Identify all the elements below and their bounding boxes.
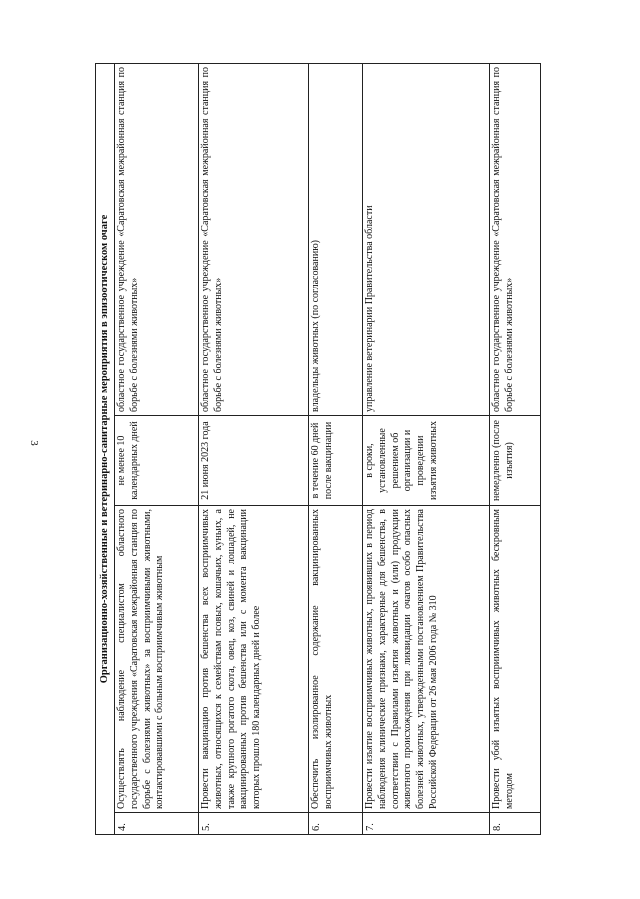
section-title: Организационно-хозяйственные и ветеринарно-санитарные мероприятия в эпизоотическом очаге	[96, 63, 115, 834]
measure-term: 21 июня 2023 года	[199, 416, 309, 506]
section-header-row	[96, 63, 115, 834]
measure-responsible: владельцы животных (по согласованию)	[309, 63, 363, 415]
measure-term: немедленно (после изъятия)	[490, 416, 541, 506]
measure-description: Осуществлять наблюдение специалистом областного государственного учреждения «Саратовская межрайонная станция по борьбе с болезнями животных» за восприимчивыми животными, контактировавшими с больным восприимчивым животным	[115, 506, 199, 813]
measure-description: Провести вакцинацию против бешенства всех восприимчивых животных, относящихся к семействам псовых, кошачьих, куньих, а также крупного рогатого скота, овец, коз, свиней и лошадей, не вакцинированных против бешенства или с момента вакцинации которых прошло 180 календарных дней и более	[199, 506, 309, 813]
measures-table	[95, 63, 541, 835]
table-row	[363, 63, 490, 834]
measure-description: Обеспечить изолированное содержание вакцинированных восприимчивых животных	[309, 506, 363, 813]
measure-term: в течение 60 дней после вакцинации	[309, 416, 363, 506]
table-row	[490, 63, 541, 834]
measure-responsible: областное государственное учреждение «Саратовская межрайонная станция по борьбе с болезнями животных»	[199, 63, 309, 415]
row-number: 6.	[309, 813, 363, 835]
row-number: 7.	[363, 813, 490, 835]
row-number: 8.	[490, 813, 541, 835]
table-row	[115, 63, 199, 834]
measure-responsible: областное государственное учреждение «Саратовская межрайонная станция по борьбе с болезнями животных»	[490, 63, 541, 415]
row-number: 4.	[115, 813, 199, 835]
measure-description: Провести убой изъятых восприимчивых животных бескровным методом	[490, 506, 541, 813]
measure-description: Провести изъятие восприимчивых животных, проявивших в период наблюдения клинические признаки, характерные для бешенства, в соответствии с Правилами изъятия животных и (или) продукции животного происхождения при ликвидации очагов особо опасных болезней животных, утвержденными постановлением Правительства Российской Федерации от 26 мая 2006 года № 310	[363, 506, 490, 813]
measure-responsible: управление ветеринарии Правительства области	[363, 63, 490, 415]
table-row	[309, 63, 363, 834]
measure-term: в сроки, установленные решением об организации и проведении изъятия животных	[363, 416, 490, 506]
row-number: 5.	[199, 813, 309, 835]
page-number: 3	[28, 440, 40, 446]
measure-term: не менее 10 календарных дней	[115, 416, 199, 506]
measure-responsible: областное государственное учреждение «Саратовская межрайонная станция по борьбе с болезнями животных»	[115, 63, 199, 415]
table-row	[199, 63, 309, 834]
rotated-table-wrapper	[95, 64, 539, 835]
